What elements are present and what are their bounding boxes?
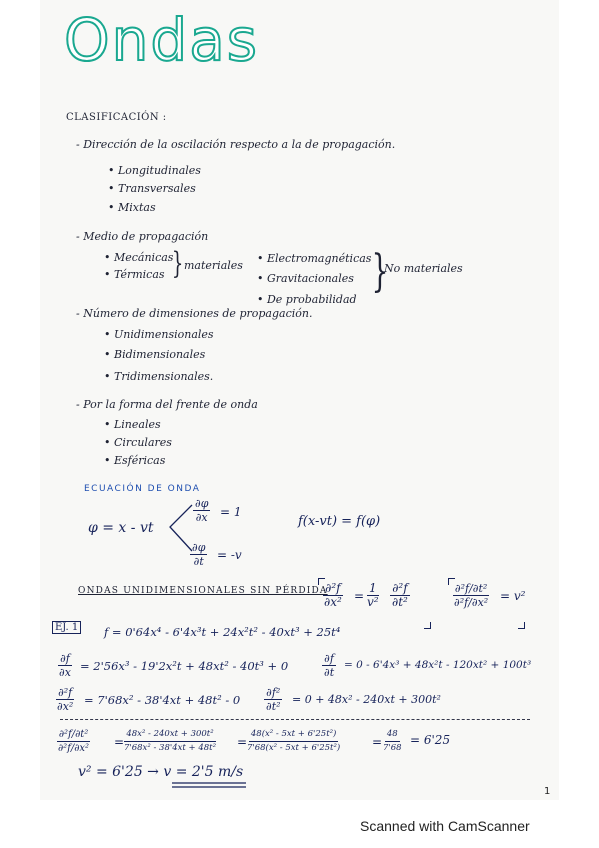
wave-ratio-num: ∂²f/∂t² [454,582,488,595]
wave-eq-lhs [322,582,344,609]
df-dx-value: = 2'56x³ - 19'2x²t + 48xt² - 40t³ + 0 [80,659,289,673]
dphi-dt-value: = -v [217,548,242,562]
list-item: • Esféricas [104,454,166,467]
list-item: • De probabilidad [257,293,357,306]
f-relation: f(x-vt) = f(φ) [298,514,381,529]
wave-eq-rhs [390,582,410,609]
wave-ratio-value: = v² [500,589,526,603]
wave-eq-rhs-den: ∂t² [392,595,408,609]
df-dt-value: = 0 - 6'4x³ + 48x²t - 120xt² + 100t³ [344,659,532,671]
d2f-dx2-den: ∂x² [57,700,74,713]
list-item: • Mecánicas [104,251,174,264]
dphi-dt-num: ∂φ [192,541,206,554]
dphi-dx-value: = 1 [220,505,242,519]
d2f-dx2-num: ∂²f [58,686,73,699]
df-dx-num: ∂f [60,652,70,665]
ratio2-den: 7'68x² - 38'4xt + 48t² [124,743,216,753]
direccion-label: - Dirección de la oscilación respecto a la de propagación. [76,138,396,151]
dphi-dt-den: ∂t [193,555,204,568]
ratio-fraction-1 [56,728,91,755]
wave-ratio-den: ∂²f/∂x² [454,596,489,609]
d2f-dx2-value: = 7'68x² - 38'4xt + 48t² - 0 [84,693,241,707]
box-corner [448,578,455,585]
ratio1-num: ∂²f/∂t² [58,729,89,740]
example-label: EJ. 1 [52,622,81,633]
dphi-dx-den: ∂x [195,511,208,524]
dphi-dx-num: ∂φ [195,497,209,510]
ratio-fraction-2 [122,728,218,755]
forma-label: - Por la forma del frente de onda [76,398,258,411]
page-title: Ondas [64,6,259,74]
phi-definition: φ = x - vt [88,520,154,536]
wave-eq-rhs-num: ∂²f [392,581,408,595]
list-item: • Térmicas [104,268,165,281]
list-item: • Longitudinales [108,164,201,177]
df-dx-den: ∂x [59,666,71,679]
section-heading-clasificacion: CLASIFICACIÓN : [66,112,167,123]
ratio2-num: 48x² - 240xt + 300t² [124,728,215,742]
box-corner [518,622,525,629]
df-dx-fraction [57,652,73,679]
materiales-label: materiales [184,259,243,272]
wave-eq-equals: = [354,589,365,603]
list-item: • Unidimensionales [104,328,214,341]
ratio-result: = 6'25 [410,733,451,747]
equals-sign: = [114,735,125,749]
section-heading-unidimensionales: ONDAS UNIDIMENSIONALES SIN PÉRDIDA [78,586,328,596]
wave-eq-mid [365,582,381,609]
wave-eq-lhs-den: ∂x² [324,595,342,609]
ratio-fraction-4 [381,728,404,755]
medio-label: - Medio de propagación [76,230,209,243]
function-f: f = 0'64x⁴ - 6'4x³t + 24x²t² - 40xt³ + 25t⁴ [104,625,341,639]
ratio3-num: 48(x² - 5xt + 6'25t²) [249,728,338,742]
section-heading-ecuacion: ECUACIÓN DE ONDA [84,484,201,494]
brace-materiales: } [171,246,184,281]
scanner-watermark: Scanned with CamScanner [360,818,530,834]
no-materiales-label: No materiales [384,262,463,275]
df-dt-num: ∂f [324,652,334,665]
list-item: • Mixtas [108,201,156,214]
df-dt-den: ∂t [324,666,335,679]
box-corner [424,622,431,629]
page-number: 1 [544,786,551,797]
ratio4-num: 48 [385,728,400,742]
ratio4-den: 7'68 [383,743,402,753]
final-result: v² = 6'25 → v = 2'5 m/s [78,764,244,780]
ratio-fraction-3 [245,728,342,755]
d2f-dt2-num: ∂f² [266,686,281,699]
d2f-dt2-value: = 0 + 48x² - 240xt + 300t² [292,693,441,706]
df-dt-fraction [322,652,336,679]
list-item: • Circulares [104,436,172,449]
dphi-dx-fraction [193,497,210,524]
list-item: • Electromagnéticas [257,252,372,265]
list-item: • Lineales [104,418,161,431]
d2f-dt2-fraction [264,686,283,713]
wave-eq-mid-num: 1 [368,581,377,595]
wave-eq-lhs-num: ∂²f [325,581,341,595]
divider [60,719,530,720]
list-item: • Transversales [108,182,196,195]
brace-no-materiales: } [371,246,389,297]
final-underline [170,781,248,789]
box-corner [318,578,325,585]
ratio3-den: 7'68(x² - 5xt + 6'25t²) [247,743,341,753]
list-item: • Gravitacionales [257,272,354,285]
list-item: • Tridimensionales. [104,370,214,383]
wave-eq-mid-den: v² [367,595,379,609]
d2f-dx2-fraction [55,686,75,713]
dimensiones-label: - Número de dimensiones de propagación. [76,307,313,320]
equals-sign: = [237,735,248,749]
d2f-dt2-den: ∂t² [266,700,281,713]
equals-sign: = [372,735,383,749]
dphi-dt-fraction [190,541,207,568]
ratio1-den: ∂²f/∂x² [58,743,90,754]
wave-ratio [452,582,490,609]
list-item: • Bidimensionales [104,348,206,361]
